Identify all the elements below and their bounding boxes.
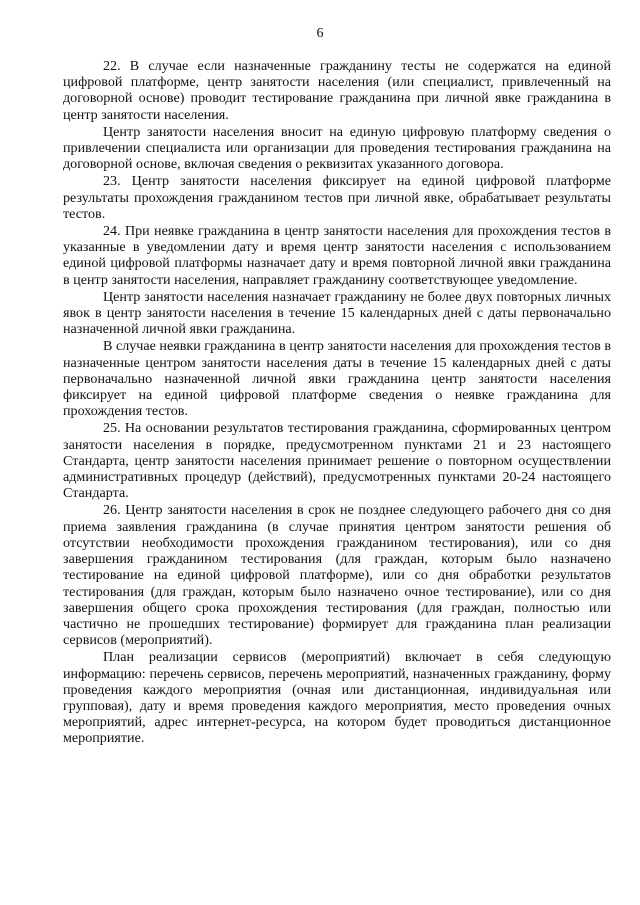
page-number: 6 (316, 26, 324, 41)
paragraph-24-repeat-visits: Центр занятости населения назначает гражданину не более двух повторных личных явок в центр занятости населения в течение 15 календарных дней с даты первоначально назначенной личной явки гражданина. (63, 288, 611, 338)
paragraph-26: 26. Центр занятости населения в срок не позднее следующего рабочего дня со дня приема заявления гражданина (в случае принятия центром занятости решения об отсутствии необходимости прохождения гражданином тестирования), или со дня завершения гражданином тестирования (для граждан, которым было назначено тестирование на единой цифровой платформе), или со дня обработки результатов тестирования (для граждан, которым было назначено очное тестирование), или со дня завершения общего срока прохождения тестирования (для граждан, полностью или частично не прошедших тестирование) формирует для гражданина план реализации сервисов (мероприятий). (63, 502, 611, 649)
document-body (63, 58, 611, 748)
paragraph-25: 25. На основании результатов тестирования гражданина, сформированных центром занятости населения в порядке, предусмотренном пунктами 21 и 23 настоящего Стандарта, центр занятости населения принимает решение о повторном осуществлении административных процедур (действий), предусмотренных пунктами 20-24 настоящего Стандарта. (63, 420, 611, 502)
paragraph-24-no-show: В случае неявки гражданина в центр занятости населения для прохождения тестов в назначенные центром занятости населения даты в течение 15 календарных дней с даты первоначально назначенной личной явки гражданина центр занятости населения фиксирует на единой цифровой платформе сведения о неявке гражданина для прохождения тестов. (63, 338, 611, 420)
paragraph-26-plan-contents: План реализации сервисов (мероприятий) включает в себя следующую информацию: перечень сервисов, перечень мероприятий, назначенных гражданину, форму проведения каждого мероприятия (очная или дистанционная, индивидуальная или групповая), дату и время проведения каждого мероприятия, место проведения очных мероприятий, адрес интернет-ресурса, на котором будет проводиться дистанционное мероприятие. (63, 649, 611, 747)
paragraph-24: 24. При неявке гражданина в центр занятости населения для прохождения тестов в указанные в уведомлении дату и время центр занятости населения с использованием единой цифровой платформы назначает дату и время повторной личной явки гражданина в центр занятости населения, направляет гражданину соответствующее уведомление. (63, 223, 611, 288)
paragraph-22-specialist-info: Центр занятости населения вносит на единую цифровую платформу сведения о привлечении специалиста или организации для проведения тестирования гражданина на договорной основе, включая сведения о реквизитах указанного договора. (63, 123, 611, 173)
paragraph-22: 22. В случае если назначенные гражданину тесты не содержатся на единой цифровой платформе, центр занятости населения (или специалист, привлеченный на договорной основе) проводит тестирование гражданина при личной явке гражданина в центр занятости населения. (63, 58, 611, 123)
paragraph-23: 23. Центр занятости населения фиксирует на единой цифровой платформе результаты прохождения гражданином тестов при личной явке, обрабатывает результаты тестов. (63, 173, 611, 222)
